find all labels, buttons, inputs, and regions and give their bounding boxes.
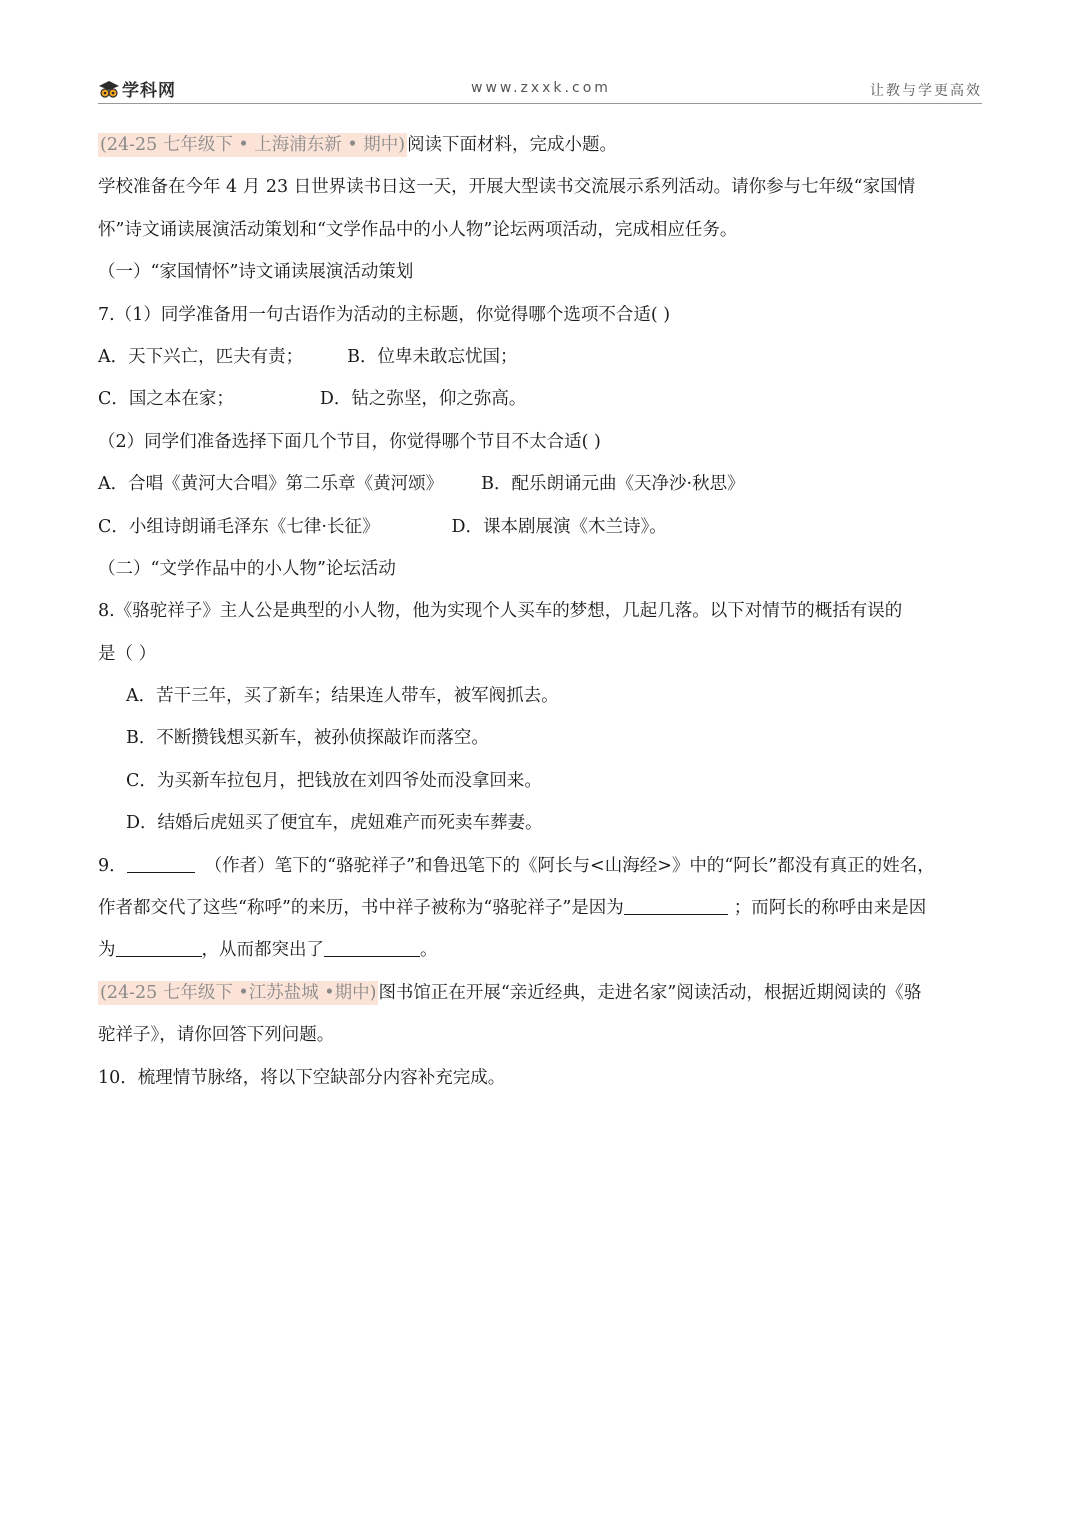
q7-1-options-ab	[98, 336, 982, 378]
option-c: C．国之本在家；	[98, 389, 234, 410]
option-c: C．小组诗朗诵毛泽东《七律·长征》	[98, 516, 380, 537]
answer-blank-achang-reason[interactable]	[116, 934, 202, 957]
question-9-cont	[98, 929, 982, 971]
question-9-cont	[98, 887, 982, 929]
material-text: 怀”诗文诵读展演活动策划和“文学作品中的小人物”论坛两项活动，完成相应任务。	[98, 219, 738, 240]
answer-blank-theme[interactable]	[324, 934, 420, 957]
part1-title: （一）“家国情怀”诗文诵读展演活动策划	[98, 262, 414, 283]
q9-number: 9．	[98, 855, 127, 876]
document-body	[98, 124, 982, 1099]
option-d: D．课本剧展演《木兰诗》。	[451, 516, 667, 537]
option-b: B．位卑未敢忘忧国；	[347, 346, 518, 367]
question-8-cont: 是（ ）	[98, 643, 157, 664]
q9-text: ，从而都突出了	[201, 940, 324, 961]
site-url[interactable]: www.zxxk.com	[471, 80, 611, 96]
question-7-2: （2）同学们准备选择下面几个节目，你觉得哪个节目不太合适( )	[98, 431, 601, 452]
source-tag: (24-25 七年级下 • 上海浦东新 • 期中)	[100, 135, 406, 155]
part2-title: （二）“文学作品中的小人物”论坛活动	[98, 558, 396, 579]
q8-option-b: B．不断攒钱想买新车，被孙侦探敲诈而落空。	[126, 728, 489, 749]
question-8: 8.《骆驼祥子》主人公是典型的小人物，他为实现个人买车的梦想，几起几落。以下对情节的概括有误的	[98, 601, 903, 622]
question-7-1: 7.（1）同学准备用一句古语作为活动的主标题，你觉得哪个选项不合适( )	[98, 304, 671, 325]
source-tag: (24-25 七年级下 •江苏盐城 •期中)	[100, 982, 377, 1003]
material-text: 学校准备在今年 4 月 23 日世界读书日这一天，开展大型读书交流展示系列活动。请你参与七年级“家国情	[98, 177, 916, 198]
question-9	[98, 845, 982, 887]
header-divider	[98, 103, 982, 104]
q7-2-options-ab	[98, 463, 982, 505]
section2-intro-cont: 驼祥子》，请你回答下列问题。	[98, 1025, 335, 1046]
q9-text: ；而阿长的称呼由来是因	[733, 898, 927, 919]
q9-text: 。	[420, 940, 438, 961]
section2-intro: 图书馆正在开展“亲近经典，走进名家”阅读活动，根据近期阅读的《骆	[378, 982, 922, 1003]
q7-2-options-cd	[98, 506, 982, 548]
q7-1-options-cd	[98, 378, 982, 420]
page-header	[98, 76, 982, 104]
answer-blank-xiangzi-reason[interactable]	[624, 892, 728, 915]
q8-option-a: A．苦干三年，买了新车；结果连人带车，被军阀抓去。	[126, 686, 559, 707]
question-10: 10．梳理情节脉络，将以下空缺部分内容补充完成。	[98, 1067, 506, 1088]
section1-source-line	[98, 124, 982, 166]
section1-intro: 阅读下面材料，完成小题。	[407, 135, 618, 155]
option-a: A．合唱《黄河大合唱》第二乐章《黄河颂》	[98, 474, 444, 495]
site-logo[interactable]	[98, 76, 176, 101]
q9-text: 为	[98, 940, 116, 961]
q9-text: 作者都交代了这些“称呼”的来历，书中祥子被称为“骆驼祥子”是因为	[98, 898, 624, 919]
q8-option-c: C．为买新车拉包月，把钱放在刘四爷处而没拿回来。	[126, 770, 542, 791]
answer-blank-author[interactable]	[127, 850, 195, 873]
section2-source-line	[98, 972, 982, 1014]
option-d: D．钻之弥坚，仰之弥高。	[319, 389, 527, 410]
option-a: A．天下兴亡，匹夫有责；	[98, 346, 304, 367]
logo-text: 学科网	[122, 81, 176, 101]
header-slogan: 让教与学更高效	[870, 83, 982, 99]
q9-text: （作者）笔下的“骆驼祥子”和鲁迅笔下的《阿长与<山海经>》中的“阿长”都没有真正的姓名，	[204, 855, 935, 876]
q8-option-d: D．结婚后虎妞买了便宜车，虎妞难产而死卖车葬妻。	[126, 813, 543, 834]
graduation-cap-glasses-icon	[98, 78, 120, 100]
option-b: B．配乐朗诵元曲《天净沙·秋思》	[481, 474, 745, 495]
